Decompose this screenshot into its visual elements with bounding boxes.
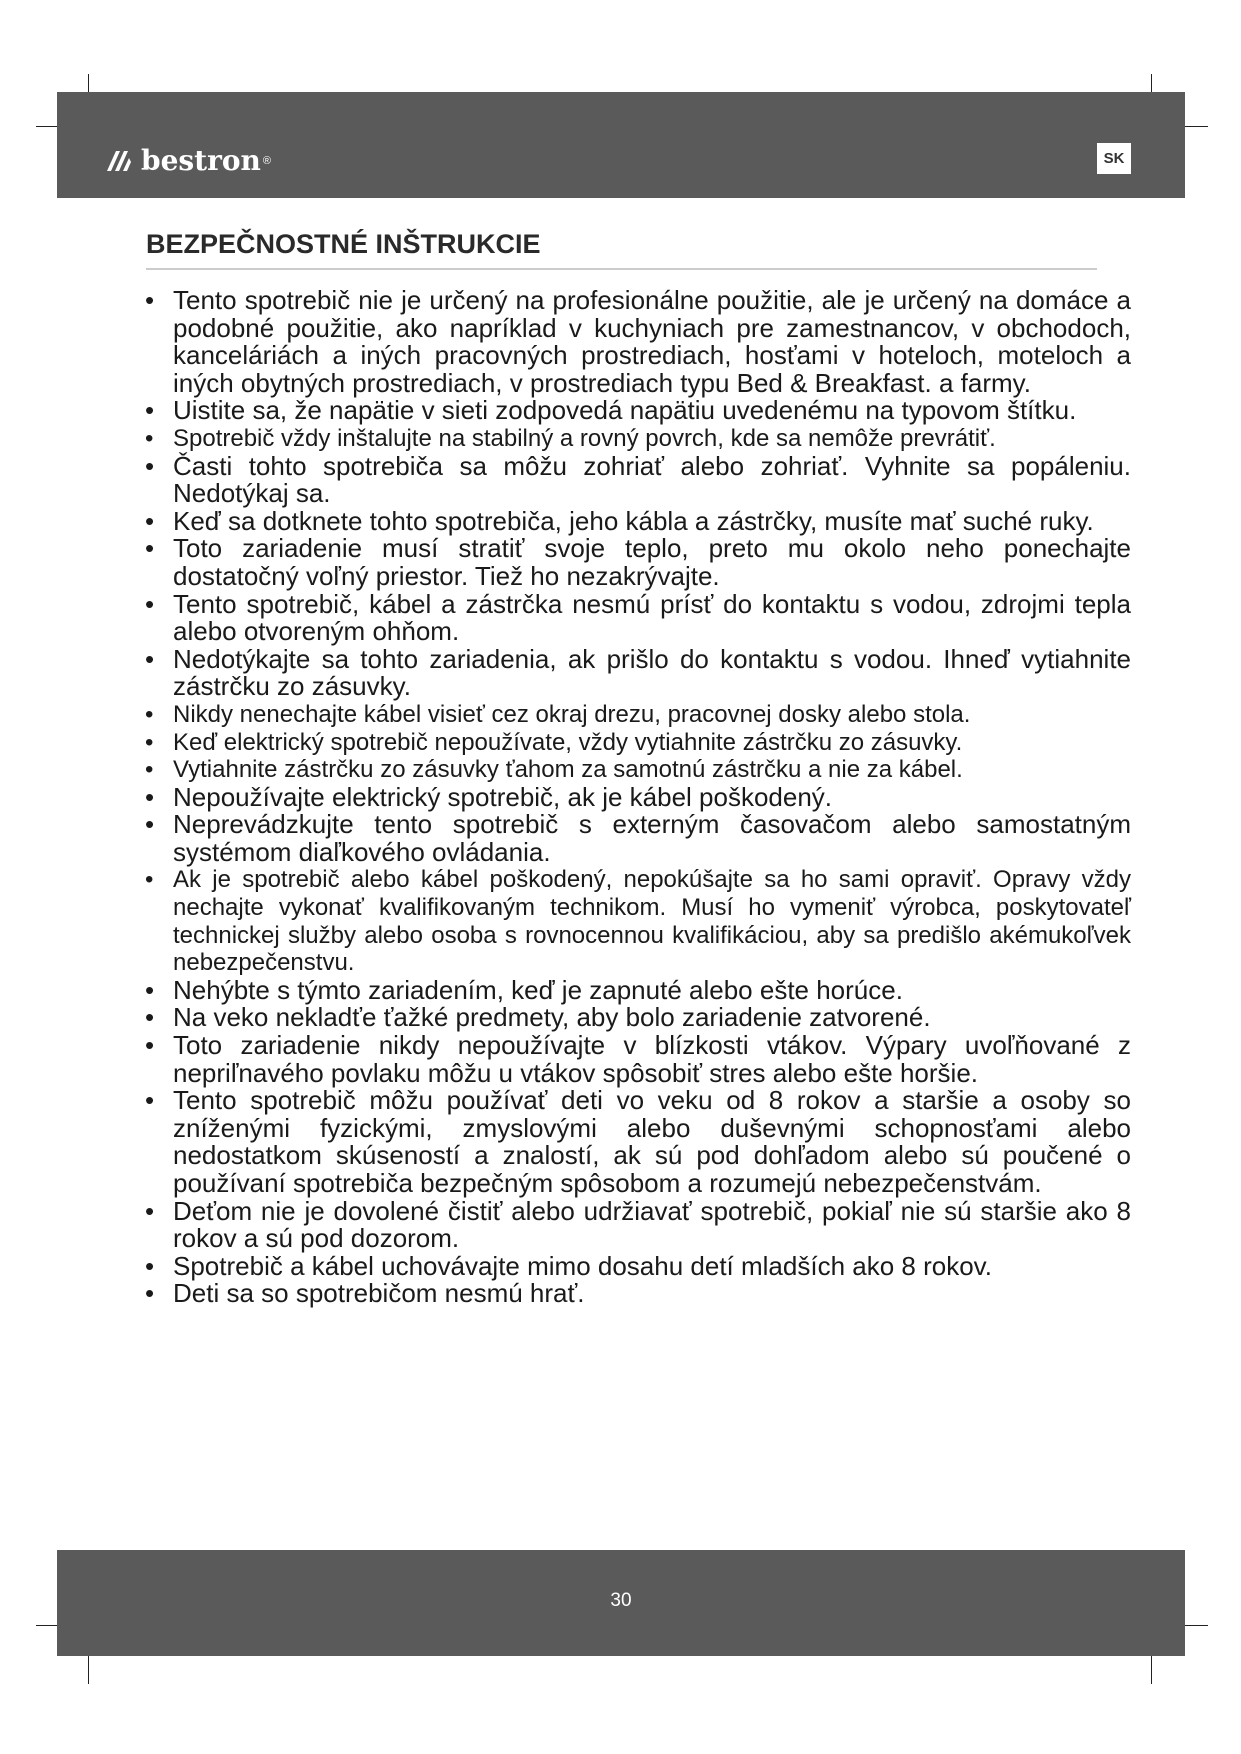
safety-instructions-list	[143, 287, 1131, 1308]
instruction-item: • Nikdy nenechajte kábel visieť cez okraj drezu, pracovnej dosky alebo stola.	[143, 701, 1131, 729]
instruction-item: • Tento spotrebič nie je určený na profesionálne použitie, ale je určený na domáce a podobné použitie, ako napríklad v kuchyniach pre zamestnancov, v obchodoch, kanceláriách a iných pracovných prostrediach, hosťami v hoteloch, moteloch a iných obytných prostrediach, v prostrediach typu Bed & Breakfast. a farmy.	[143, 287, 1131, 397]
instruction-item: • Keď sa dotknete tohto spotrebiča, jeho kábla a zástrčky, musíte mať suché ruky.	[143, 508, 1131, 536]
header-bar	[57, 92, 1185, 198]
instruction-item: • Vytiahnite zástrčku zo zásuvky ťahom za samotnú zástrčku a nie za kábel.	[143, 756, 1131, 784]
page-number: 30	[610, 1590, 632, 1611]
brand-name: bestron	[141, 144, 261, 177]
language-badge: SK	[1097, 143, 1131, 174]
instruction-item: • Ak je spotrebič alebo kábel poškodený, nepokúšajte sa ho sami opraviť. Opravy vždy nechajte vykonať kvalifikovaným technikom. Musí ho vymeniť výrobca, poskytovateľ technickej služby alebo osoba s rovnocennou kvalifikáciou, aby sa predišlo akémukoľvek nebezpečenstvu.	[143, 866, 1131, 976]
instruction-item: • Spotrebič vždy inštalujte na stabilný a rovný povrch, kde sa nemôže prevrátiť.	[143, 425, 1131, 453]
title-divider	[146, 268, 1097, 270]
instruction-item: • Deti sa so spotrebičom nesmú hrať.	[143, 1280, 1131, 1308]
instruction-item: • Tento spotrebič, kábel a zástrčka nesmú prísť do kontaktu s vodou, zdrojmi tepla alebo otvoreným ohňom.	[143, 591, 1131, 646]
instruction-item: • Neprevádzkujte tento spotrebič s externým časovačom alebo samostatným systémom diaľkového ovládania.	[143, 811, 1131, 866]
chevrons-icon	[107, 149, 135, 173]
instruction-item: • Tento spotrebič môžu používať deti vo veku od 8 rokov a staršie a osoby so zníženými fyzickými, zmyslovými alebo duševnými schopnosťami alebo nedostatkom skúseností a znalostí, ak sú pod dohľadom alebo sú poučené o používaní spotrebiča bezpečným spôsobom a rozumejú nebezpečenstvám.	[143, 1087, 1131, 1197]
section-title: BEZPEČNOSTNÉ INŠTRUKCIE	[146, 229, 541, 259]
instruction-item: • Spotrebič a kábel uchovávajte mimo dosahu detí mladších ako 8 rokov.	[143, 1253, 1131, 1281]
instruction-item: • Uistite sa, že napätie v sieti zodpovedá napätiu uvedenému na typovom štítku.	[143, 397, 1131, 425]
instruction-item: • Na veko nekladťe ťažké predmety, aby bolo zariadenie zatvorené.	[143, 1004, 1131, 1032]
instruction-item: • Toto zariadenie nikdy nepoužívajte v blízkosti vtákov. Výpary uvoľňované z nepriľnavého povlaku môžu u vtákov spôsobiť stres alebo ešte horšie.	[143, 1032, 1131, 1087]
instruction-item: • Keď elektrický spotrebič nepoužívate, vždy vytiahnite zástrčku zo zásuvky.	[143, 729, 1131, 757]
registered-mark: ®	[262, 154, 271, 167]
brand-logo	[107, 144, 271, 177]
instruction-item: • Nepoužívajte elektrický spotrebič, ak je kábel poškodený.	[143, 784, 1131, 812]
instruction-item: • Deťom nie je dovolené čistiť alebo udržiavať spotrebič, pokiaľ nie sú staršie ako 8 rokov a sú pod dozorom.	[143, 1198, 1131, 1253]
instruction-item: • Toto zariadenie musí stratiť svoje teplo, preto mu okolo neho ponechajte dostatočný voľný priestor. Tiež ho nezakrývajte.	[143, 535, 1131, 590]
instruction-item: • Nedotýkajte sa tohto zariadenia, ak prišlo do kontaktu s vodou. Ihneď vytiahnite zástrčku zo zásuvky.	[143, 646, 1131, 701]
footer-bar	[57, 1550, 1185, 1656]
instruction-item: • Časti tohto spotrebiča sa môžu zohriať alebo zohriať. Vyhnite sa popáleniu. Nedotýkaj sa.	[143, 453, 1131, 508]
instruction-item: • Nehýbte s týmto zariadením, keď je zapnuté alebo ešte horúce.	[143, 977, 1131, 1005]
